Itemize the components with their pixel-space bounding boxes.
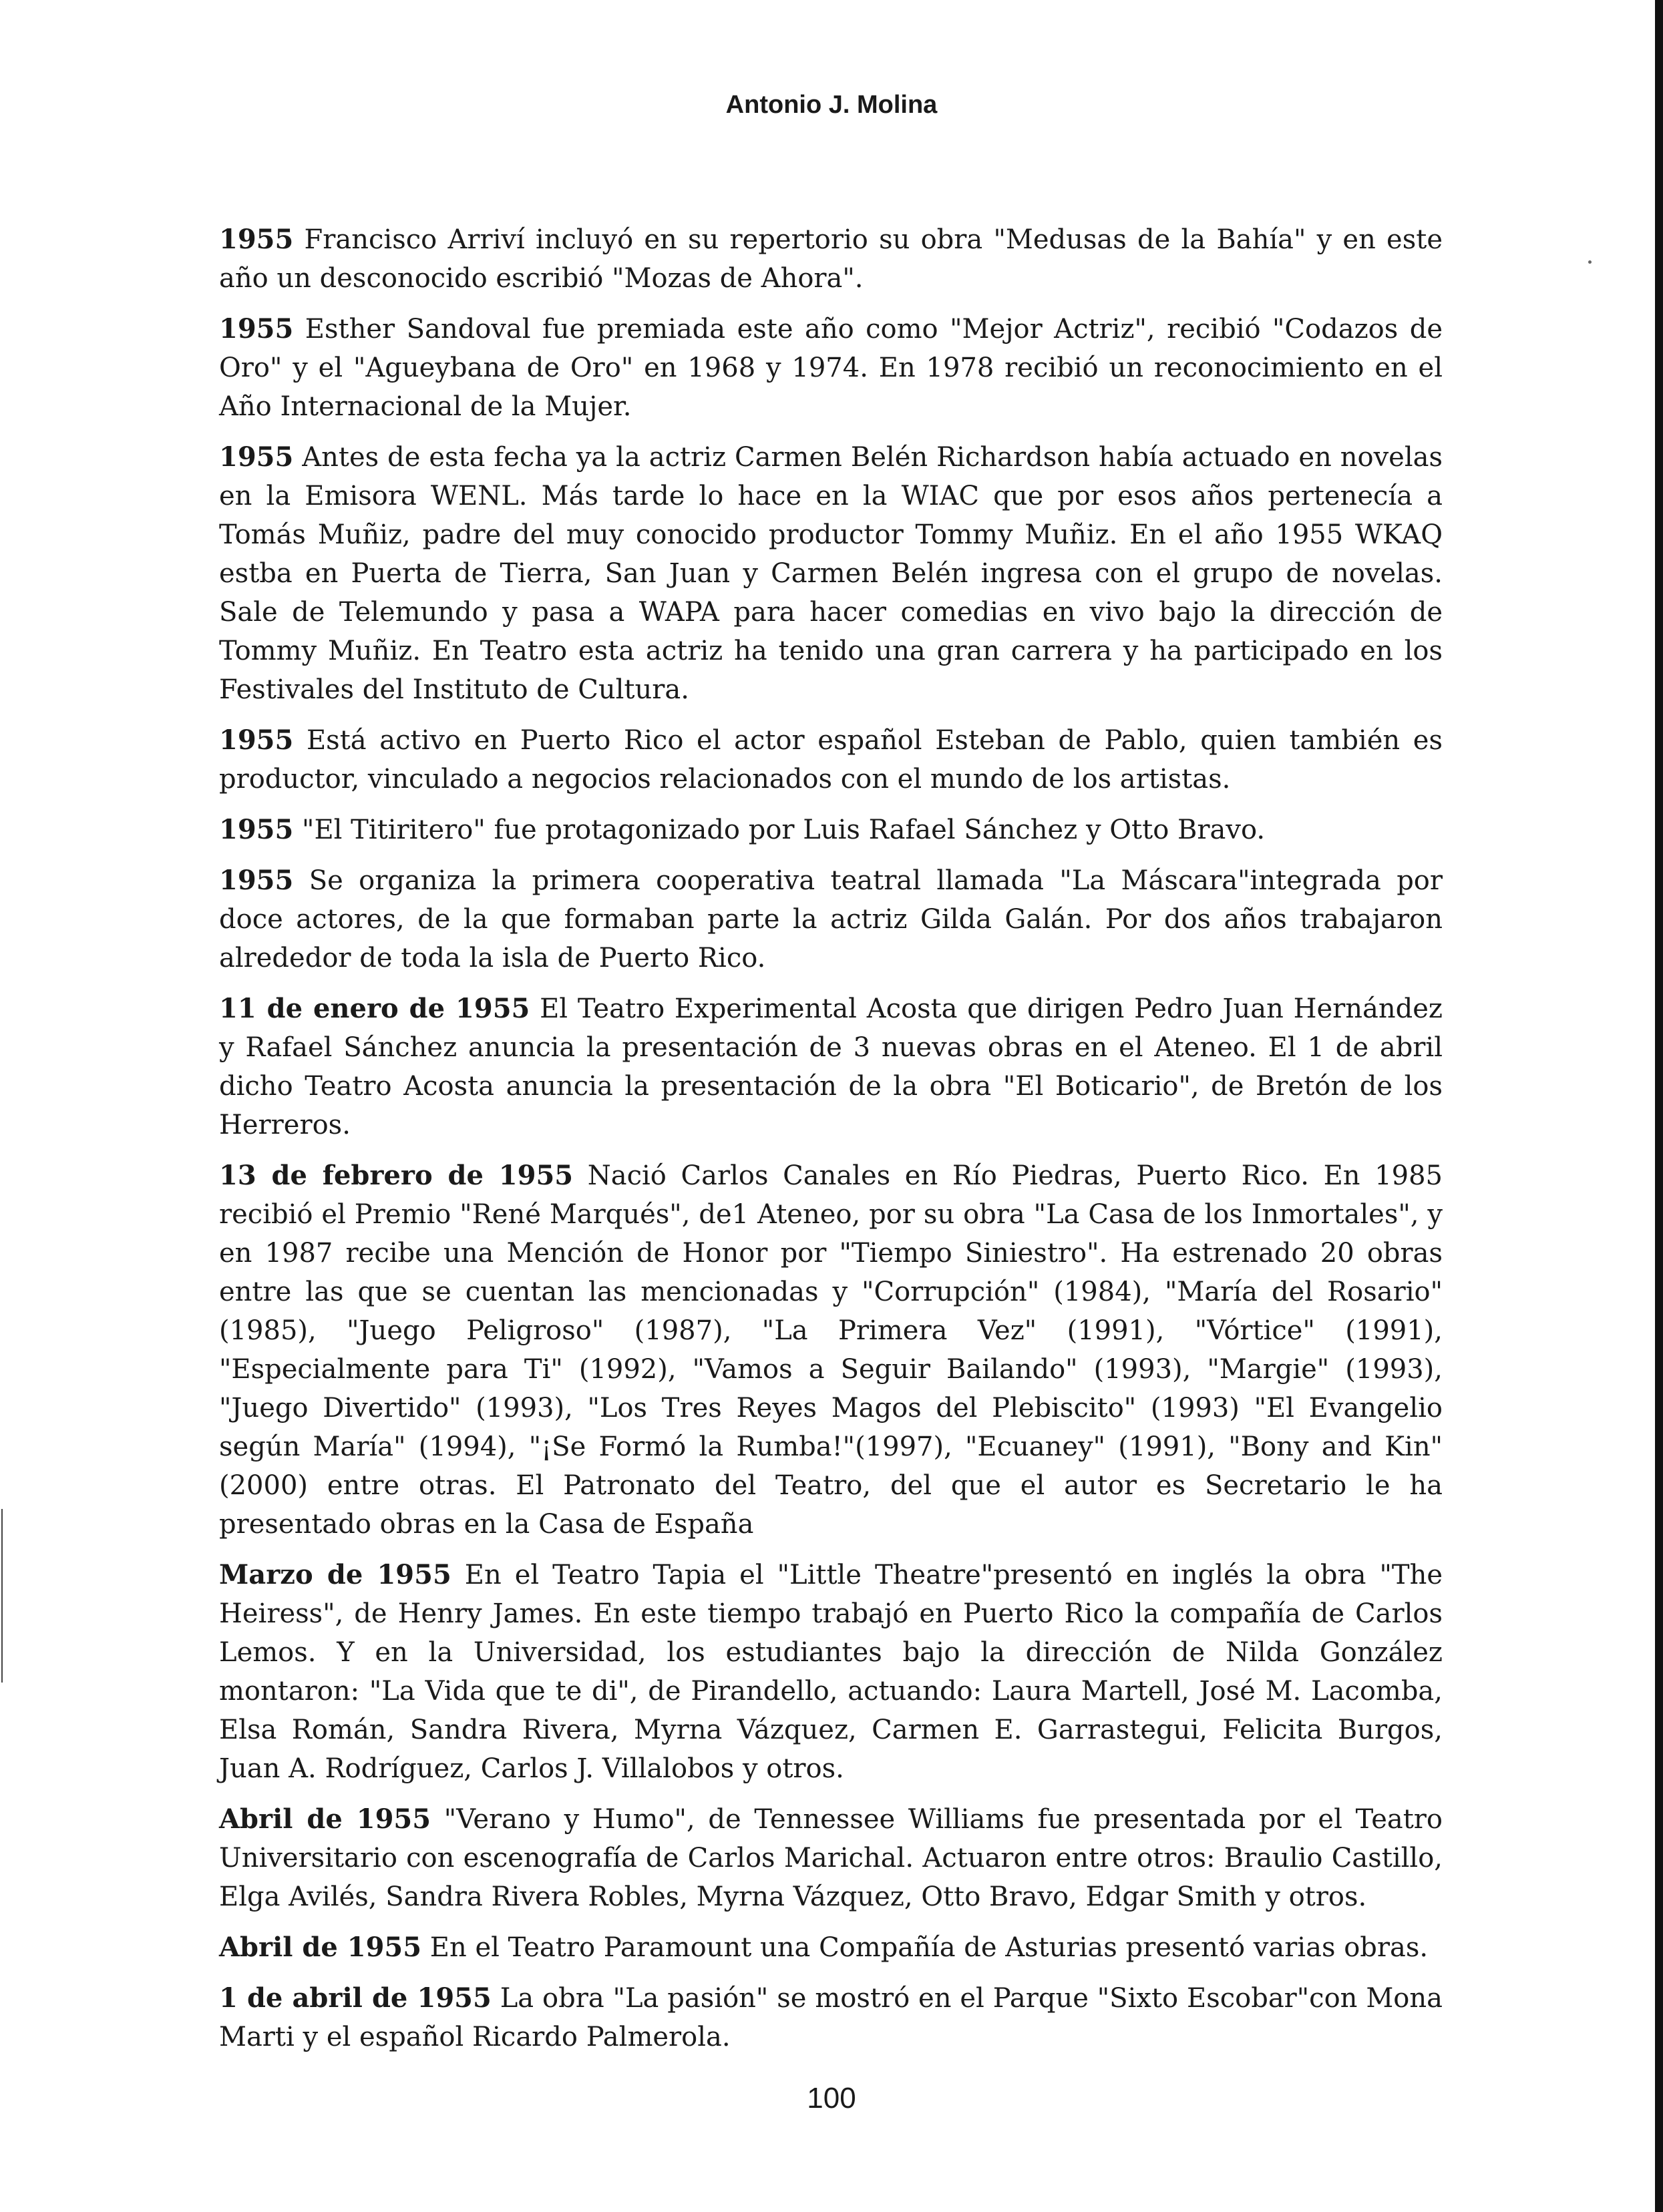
entry-date: 1955 [219, 724, 294, 756]
entry-date: Marzo de 1955 [219, 1559, 451, 1590]
entry-date: Abril de 1955 [219, 1803, 431, 1835]
page-body [219, 220, 1443, 2068]
running-header: Antonio J. Molina [725, 91, 938, 119]
scan-edge-left [1, 1509, 3, 1683]
entry-date: 1955 [219, 313, 294, 345]
chronology-entry [219, 1156, 1443, 1544]
chronology-entry [219, 861, 1443, 977]
entry-date: 1955 [219, 224, 294, 255]
entry-text: Está activo en Puerto Rico el actor español Esteban de Pablo, quien también es productor, vinculado a negocios relacionados con el mundo de los artistas. [219, 725, 1443, 795]
entry-date: 1 de abril de 1955 [219, 1982, 492, 2014]
entry-text: "El Titiritero" fue protagonizado por Luis Rafael Sánchez y Otto Bravo. [293, 815, 1266, 845]
entry-text: El Teatro Experimental Acosta que dirigen Pedro Juan Hernández y Rafael Sánchez anuncia la presentación de 3 nuevas obras en el Ateneo. El 1 de abril dicho Teatro Acosta anuncia la presentación de la obra "El Boticario", de Bretón de los Herreros. [219, 993, 1443, 1140]
chronology-entry [219, 721, 1443, 799]
entry-date: 1955 [219, 865, 294, 896]
entry-text: Se organiza la primera cooperativa teatral llamada "La Máscara"integrada por doce actores, de la que formaban parte la actriz Gilda Galán. Por dos años trabajaron alrededor de toda la isla de Puerto Rico. [219, 865, 1443, 973]
chronology-entry [219, 310, 1443, 426]
entry-date: 1955 [219, 814, 294, 845]
entry-date: 11 de enero de 1955 [219, 993, 530, 1024]
scan-edge-right [1655, 0, 1663, 2212]
entry-date: 1955 [219, 441, 294, 473]
entry-text: Antes de esta fecha ya la actriz Carmen Belén Richardson había actuado en novelas en la Emisora WENL. Más tarde lo hace en la WIAC que por esos años pertenecía a Tomás Muñiz, padre del muy conocido productor Tommy Muñiz. En el año 1955 WKAQ estba en Puerta de Tierra, San Juan y Carmen Belén ingresa con el grupo de novelas. Sale de Telemundo y pasa a WAPA para hacer comedias en vivo bajo la dirección de Tommy Muñiz. En Teatro esta actriz ha tenido una gran carrera y ha participado en los Festivales del Instituto de Cultura. [219, 442, 1443, 705]
entry-date: Abril de 1955 [219, 1932, 422, 1963]
entry-text: Nació Carlos Canales en Río Piedras, Puerto Rico. En 1985 recibió el Premio "René Marqués", de1 Ateneo, por su obra "La Casa de los Inmortales", y en 1987 recibe una Mención de Honor por "Tiempo Siniestro". Ha estrenado 20 obras entre las que se cuentan las mencionadas y "Corrupción" (1984), "María del Rosario" (1985), "Juego Peligroso" (1987), "La Primera Vez" (1991), "Vórtice" (1991), "Especialmente para Ti" (1992), "Vamos a Seguir Bailando" (1993), "Margie" (1993), "Juego Divertido" (1993), "Los Tres Reyes Magos del Plebiscito" (1993) "El Evangelio según María" (1994), "¡Se Formó la Rumba!"(1997), "Ecuaney" (1991), "Bony and Kin" (2000) entre otras. El Patronato del Teatro, del que el autor es Secretario le ha presentado obras en la Casa de España [219, 1160, 1443, 1540]
entry-date: 13 de febrero de 1955 [219, 1160, 574, 1191]
entry-text: "Verano y Humo", de Tennessee Williams fue presentada por el Teatro Universitario con escenografía de Carlos Marichal. Actuaron entre otros: Braulio Castillo, Elga Avilés, Sandra Rivera Robles, Myrna Vázquez, Otto Bravo, Edgar Smith y otros. [219, 1804, 1443, 1912]
entry-text: Francisco Arriví incluyó en su repertorio su obra "Medusas de la Bahía" y en este año un desconocido escribió "Mozas de Ahora". [219, 224, 1443, 294]
chronology-entry [219, 220, 1443, 298]
chronology-entry [219, 1556, 1443, 1788]
chronology-entry [219, 438, 1443, 709]
chronology-entry [219, 989, 1443, 1144]
chronology-entry [219, 811, 1443, 849]
entry-text: En el Teatro Paramount una Compañía de Asturias presentó varias obras. [421, 1932, 1429, 1963]
entry-text: La obra "La pasión" se mostró en el Parque "Sixto Escobar"con Mona Marti y el español Ricardo Palmerola. [219, 1983, 1443, 2052]
page-number: 100 [807, 2082, 856, 2115]
chronology-entry [219, 1800, 1443, 1916]
chronology-entry [219, 1979, 1443, 2056]
entry-text: En el Teatro Tapia el "Little Theatre"presentó en inglés la obra "The Heiress", de Henry James. En este tiempo trabajó en Puerto Rico la compañía de Carlos Lemos. Y en la Universidad, los estudiantes bajo la dirección de Nilda González montaron: "La Vida que te di", de Pirandello, actuando: Laura Martell, José M. Lacomba, Elsa Román, Sandra Rivera, Myrna Vázquez, Carmen E. Garrastegui, Felicita Burgos, Juan A. Rodríguez, Carlos J. Villalobos y otros. [219, 1560, 1443, 1784]
scan-speck [1588, 260, 1592, 264]
chronology-entry [219, 1928, 1443, 1967]
entry-text: Esther Sandoval fue premiada este año como "Mejor Actriz", recibió "Codazos de Oro" y el "Agueybana de Oro" en 1968 y 1974. En 1978 recibió un reconocimiento en el Año Internacional de la Mujer. [219, 314, 1443, 422]
